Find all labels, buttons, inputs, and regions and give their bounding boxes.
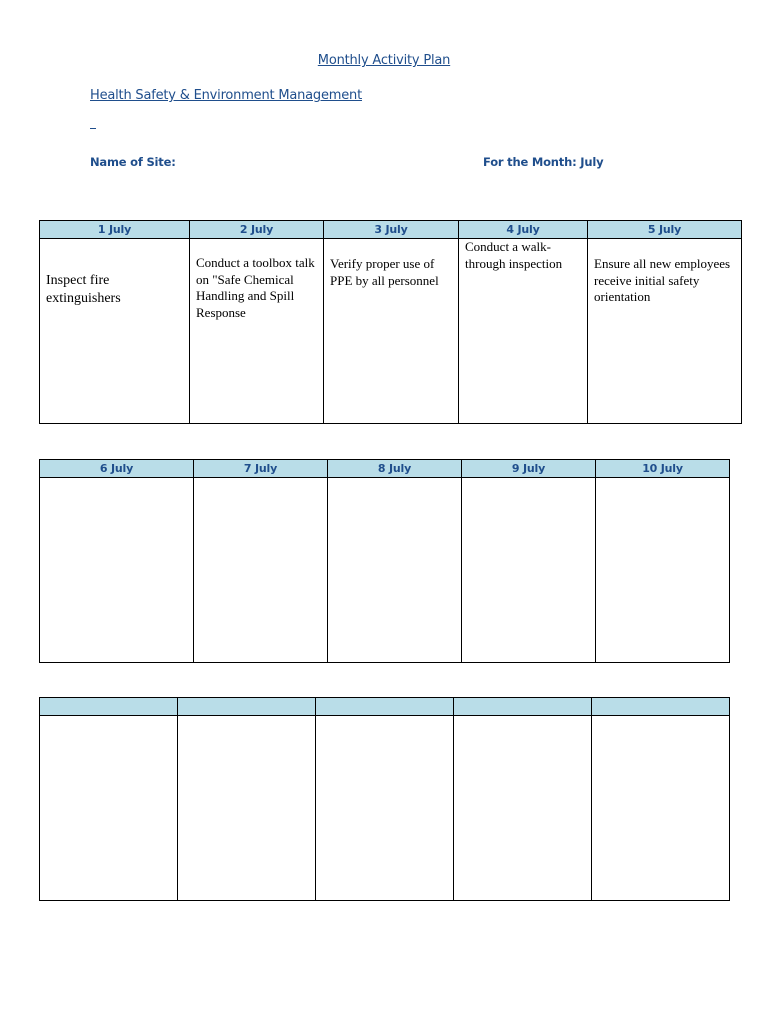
week-1-header-row xyxy=(40,221,742,239)
day-activity-cell[interactable] xyxy=(194,478,328,663)
week-2-header-row xyxy=(40,460,730,478)
week-3-table xyxy=(39,697,730,901)
week-2-table xyxy=(39,459,730,663)
day-activity-cell[interactable] xyxy=(328,478,462,663)
page-title: Monthly Activity Plan xyxy=(317,53,451,68)
day-activity-cell[interactable] xyxy=(588,239,742,424)
week-2-activity-row xyxy=(40,478,730,663)
underline-dash xyxy=(90,126,96,129)
page-subtitle: Health Safety & Environment Management xyxy=(90,88,362,103)
day-header xyxy=(316,698,454,716)
day-activity-cell[interactable] xyxy=(316,716,454,901)
day-header: 7 July xyxy=(194,460,328,478)
day-header: 1 July xyxy=(40,221,190,239)
week-3-activity-row xyxy=(40,716,730,901)
day-header: 6 July xyxy=(40,460,194,478)
day-header: 8 July xyxy=(328,460,462,478)
day-header xyxy=(592,698,730,716)
activity-text: Inspect fire extinguishers xyxy=(46,273,121,306)
day-activity-cell[interactable] xyxy=(324,239,459,424)
day-activity-cell[interactable] xyxy=(190,239,324,424)
week-1-table xyxy=(39,220,742,424)
site-name-label: Name of Site: xyxy=(90,155,176,169)
day-activity-cell[interactable] xyxy=(178,716,316,901)
day-header xyxy=(454,698,592,716)
day-activity-cell[interactable] xyxy=(596,478,730,663)
activity-text: Conduct a toolbox talk on "Safe Chemical Handling and Spill Response xyxy=(196,255,315,320)
day-activity-cell[interactable] xyxy=(40,239,190,424)
day-header: 5 July xyxy=(588,221,742,239)
day-activity-cell[interactable] xyxy=(40,716,178,901)
activity-text: Conduct a walk-through inspection xyxy=(465,239,563,271)
activity-text: Ensure all new employees receive initial safety orientation xyxy=(594,256,731,304)
day-header xyxy=(40,698,178,716)
day-header: 2 July xyxy=(190,221,324,239)
week-1-activity-row xyxy=(40,239,742,424)
day-header: 10 July xyxy=(596,460,730,478)
day-header: 9 July xyxy=(462,460,596,478)
month-label: For the Month: July xyxy=(483,155,604,169)
day-header xyxy=(178,698,316,716)
day-activity-cell[interactable] xyxy=(454,716,592,901)
day-header: 3 July xyxy=(324,221,459,239)
activity-text: Verify proper use of PPE by all personnel xyxy=(330,256,439,288)
week-3-header-row xyxy=(40,698,730,716)
day-activity-cell[interactable] xyxy=(40,478,194,663)
day-activity-cell[interactable] xyxy=(462,478,596,663)
day-activity-cell[interactable] xyxy=(592,716,730,901)
day-activity-cell[interactable] xyxy=(459,239,588,424)
day-header: 4 July xyxy=(459,221,588,239)
